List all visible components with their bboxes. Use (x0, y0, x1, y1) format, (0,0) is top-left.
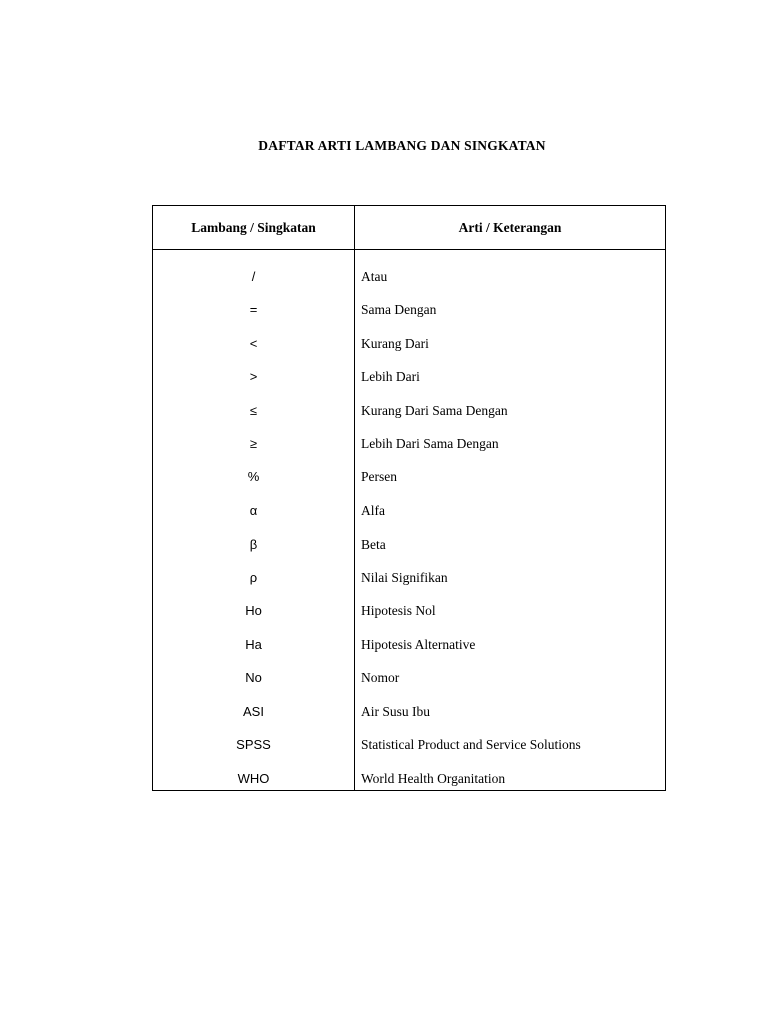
meaning-cell: Lebih Dari (361, 369, 420, 384)
symbol-cell: Ha (245, 637, 262, 652)
table-row (153, 570, 665, 590)
symbol-cell: ≤ (249, 403, 258, 418)
header-meaning: Arti / Keterangan (458, 220, 562, 235)
symbol-cell: ρ (249, 570, 258, 585)
table-row (153, 537, 665, 557)
symbol-cell: Ho (245, 603, 262, 618)
meaning-cell: Alfa (361, 503, 385, 518)
table-row (153, 771, 665, 791)
table-row (153, 302, 665, 322)
symbol-cell: = (249, 302, 258, 317)
symbol-cell: SPSS (236, 737, 271, 752)
document-title: DAFTAR ARTI LAMBANG DAN SINGKATAN (258, 138, 546, 153)
meaning-cell: Nomor (361, 670, 400, 685)
table-row (153, 503, 665, 523)
symbol-cell: / (251, 269, 256, 284)
symbol-cell: < (249, 336, 258, 351)
meaning-cell: Nilai Signifikan (361, 570, 448, 585)
meaning-cell: Air Susu Ibu (361, 704, 431, 719)
table-row (153, 269, 665, 289)
meaning-cell: Hipotesis Alternative (361, 637, 476, 652)
meaning-cell: Statistical Product and Service Solutions (361, 737, 581, 752)
symbol-cell: β (249, 537, 258, 552)
meaning-cell: World Health Organitation (361, 771, 506, 786)
symbol-cell: ≥ (249, 436, 258, 451)
table-row (153, 704, 665, 724)
table-row (153, 637, 665, 657)
meaning-cell: Atau (361, 269, 388, 284)
symbol-cell: ASI (243, 704, 264, 719)
abbreviation-table (152, 205, 666, 791)
meaning-cell: Sama Dengan (361, 302, 437, 317)
symbol-cell: α (249, 503, 258, 518)
meaning-cell: Hipotesis Nol (361, 603, 436, 618)
meaning-cell: Persen (361, 469, 397, 484)
table-row (153, 670, 665, 690)
table-row (153, 336, 665, 356)
column-divider (354, 206, 355, 790)
meaning-cell: Beta (361, 537, 386, 552)
table-row (153, 469, 665, 489)
meaning-cell: Lebih Dari Sama Dengan (361, 436, 499, 451)
symbol-cell: % (247, 469, 260, 484)
symbol-cell: WHO (237, 771, 270, 786)
meaning-cell: Kurang Dari (361, 336, 429, 351)
header-divider (153, 249, 665, 250)
table-row (153, 436, 665, 456)
symbol-cell: No (245, 670, 262, 685)
table-row (153, 369, 665, 389)
meaning-cell: Kurang Dari Sama Dengan (361, 403, 508, 418)
symbol-cell: > (249, 369, 258, 384)
table-row (153, 603, 665, 623)
table-row (153, 737, 665, 757)
header-symbol: Lambang / Singkatan (191, 220, 316, 235)
table-row (153, 403, 665, 423)
